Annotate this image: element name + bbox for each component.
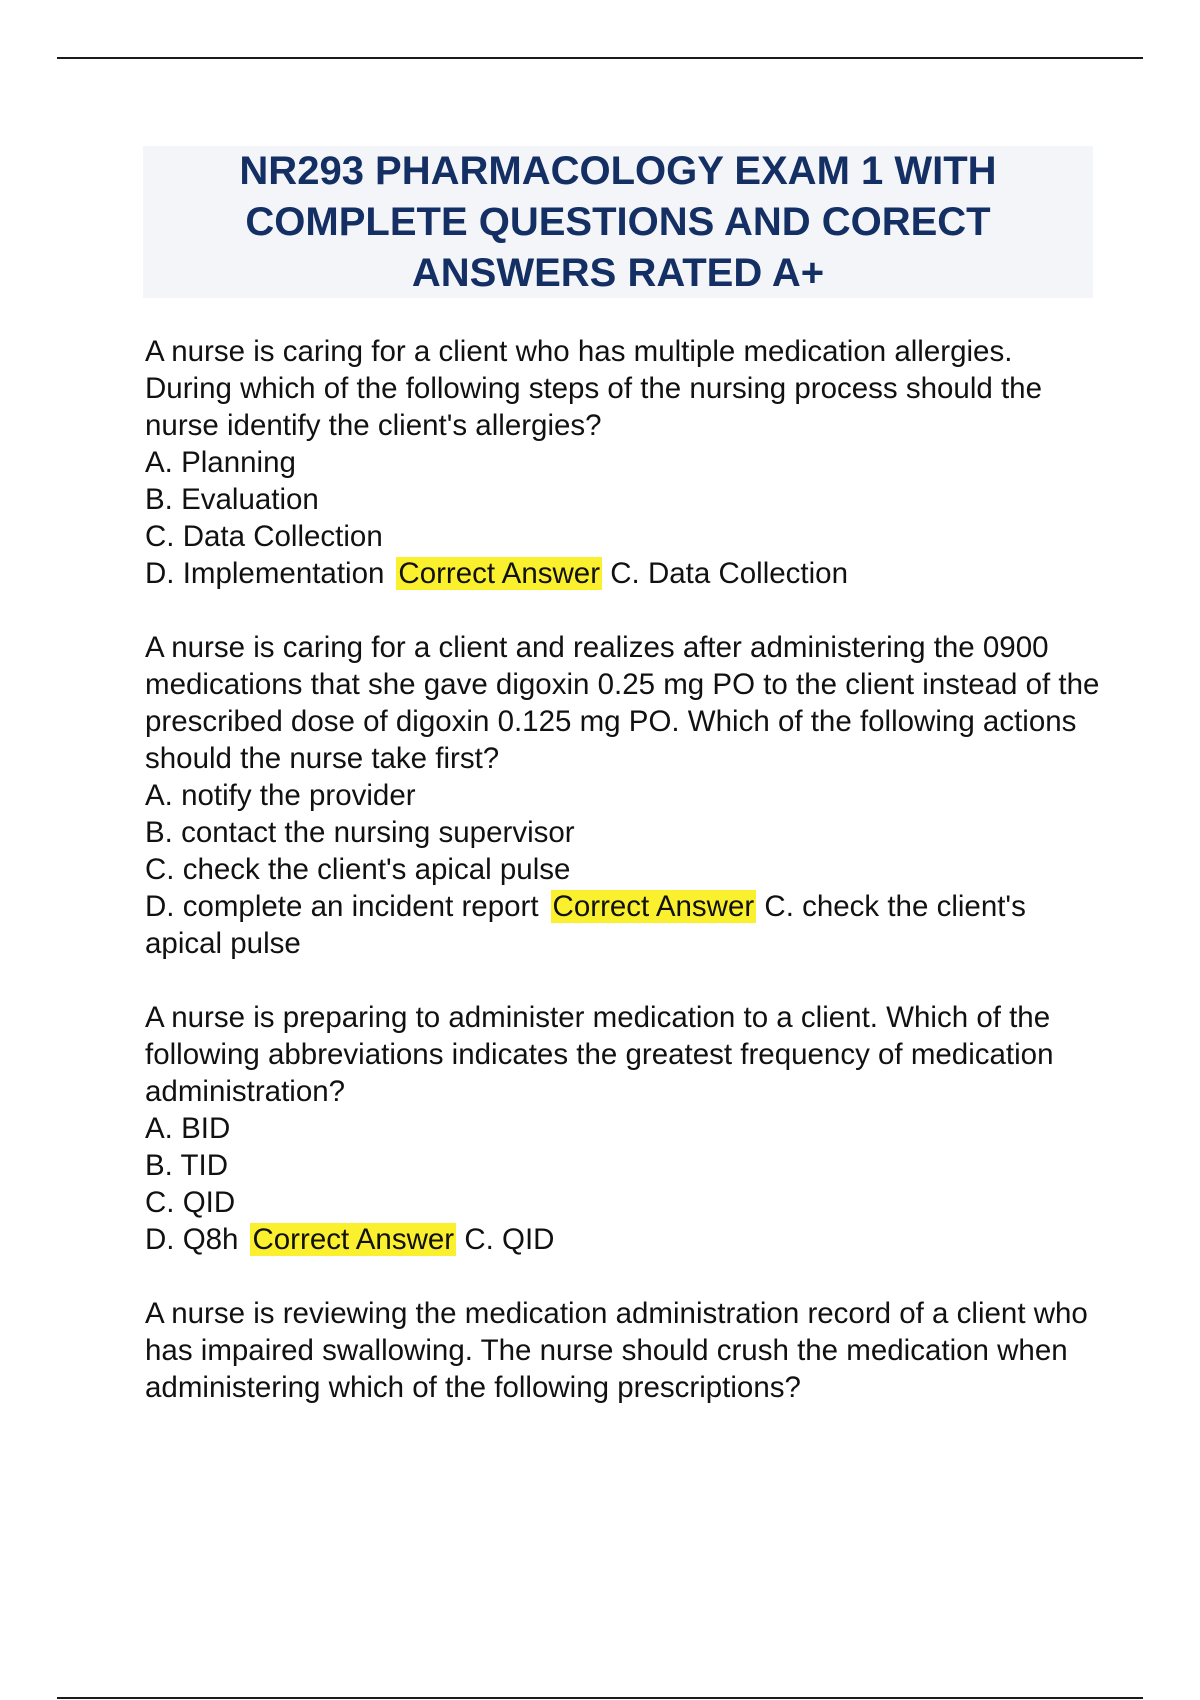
option-d: D. complete an incident report — [145, 890, 539, 923]
correct-answer-highlight: Correct Answer — [552, 890, 755, 923]
option-d: D. Q8h — [145, 1223, 239, 1256]
bottom-rule — [57, 1697, 1143, 1699]
correct-answer-value: C. check the client's apical pulse — [145, 890, 1026, 960]
correct-answer-value: C. Data Collection — [610, 557, 848, 590]
option-a: A. BID — [145, 1112, 231, 1145]
correct-answer-highlight: Correct Answer — [398, 557, 601, 590]
question-text: A nurse is caring for a client who has multiple medication allergies. During which of the following steps of the nursing process should the nurse identify the client's allergies? — [145, 335, 1042, 442]
question-4 — [145, 1295, 1105, 1406]
option-b: B. Evaluation — [145, 483, 319, 516]
top-rule — [57, 57, 1143, 59]
option-d-line — [145, 1221, 1105, 1258]
question-list — [145, 333, 1105, 1443]
option-d: D. Implementation — [145, 557, 385, 590]
option-a: A. Planning — [145, 446, 296, 479]
option-b: B. contact the nursing supervisor — [145, 816, 575, 849]
option-a: A. notify the provider — [145, 779, 416, 812]
document-title: NR293 PHARMACOLOGY EXAM 1 WITH COMPLETE QUESTIONS AND CORECT ANSWERS RATED A+ — [239, 148, 997, 295]
option-d-line — [145, 888, 1105, 962]
option-b: B. TID — [145, 1149, 229, 1182]
title-banner — [143, 146, 1093, 298]
question-2 — [145, 629, 1105, 962]
question-3 — [145, 999, 1105, 1258]
correct-answer-highlight: Correct Answer — [252, 1223, 455, 1256]
question-1 — [145, 333, 1105, 592]
question-text: A nurse is caring for a client and realizes after administering the 0900 medications that she gave digoxin 0.25 mg PO to the client instead of the prescribed dose of digoxin 0.125 mg PO. Which of the following actions should the nurse take first? — [145, 631, 1100, 775]
correct-answer-value: C. QID — [464, 1223, 555, 1256]
option-c: C. Data Collection — [145, 520, 383, 553]
option-d-line — [145, 555, 1105, 592]
question-text: A nurse is preparing to administer medication to a client. Which of the following abbreviations indicates the greatest frequency of medication administration? — [145, 1001, 1054, 1108]
question-text: A nurse is reviewing the medication administration record of a client who has impaired swallowing. The nurse should crush the medication when administering which of the following prescriptions? — [145, 1297, 1088, 1404]
option-c: C. check the client's apical pulse — [145, 853, 571, 886]
option-c: C. QID — [145, 1186, 236, 1219]
